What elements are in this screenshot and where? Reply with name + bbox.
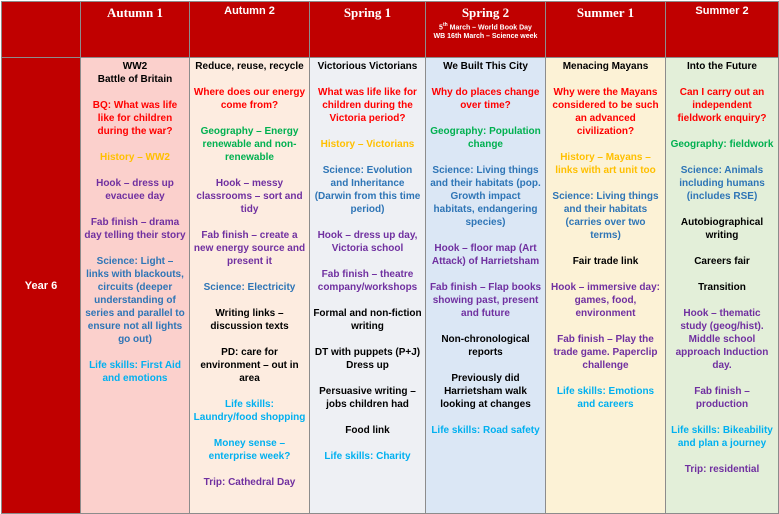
summer-2-science: Science: Animals including humans (includes RSE) <box>679 165 765 202</box>
autumn-2-trip: Trip: Cathedral Day <box>203 477 296 488</box>
spring-1-question: What was life like for children during the Victoria period? <box>318 87 417 124</box>
spring-1-writing: Formal and non-fiction writing <box>313 308 422 332</box>
spring-1-cell <box>310 58 426 514</box>
summer-1-cell <box>546 58 666 514</box>
autumn-2-hook: Hook – messy classrooms – sort and tidy <box>196 178 303 215</box>
spring-1-hook: Hook – dress up day, Victoria school <box>317 230 418 254</box>
autumn-1-hook: Hook – dress up evacuee day <box>96 178 174 202</box>
autumn-2-cell <box>190 58 310 514</box>
spring-1-science: Science: Evolution and Inheritance (Darwin from this time period) <box>314 165 421 215</box>
spring-1-life-skills: Life skills: Charity <box>324 451 411 462</box>
spring-1-dt: DT with puppets (P+J) Dress up <box>314 347 421 371</box>
spring-2-previous-walk: Previously did Harrietsham walk looking at changes <box>440 373 531 410</box>
spring-2-question: Why do places change over time? <box>431 87 540 111</box>
autumn-2-science: Science: Electricity <box>203 282 296 293</box>
summer-2-cell <box>666 58 779 514</box>
autumn-1-fab-finish: Fab finish – drama day telling their story <box>84 217 186 241</box>
spring-2-fab-finish: Fab finish – Flap books showing past, present and future <box>429 282 542 319</box>
spring-2-note-world-book-day: 5th March – World Book Day <box>439 22 532 32</box>
summer-2-trip: Trip: residential <box>684 464 760 475</box>
summer-2-geography: Geography: fieldwork <box>670 139 774 150</box>
summer-1-hook: Hook – immersive day: games, food, environment <box>551 282 660 319</box>
summer-1-science: Science: Living things and their habitats (carries over two terms) <box>552 191 659 241</box>
curriculum-table <box>1 1 779 514</box>
summer-1-title: Menacing Mayans <box>562 61 649 72</box>
corner-cell <box>2 2 81 58</box>
spring-2-hook: Hook – floor map (Art Attack) of Harrietsham <box>431 243 540 267</box>
autumn-1-history: History – WW2 <box>99 152 170 163</box>
summer-1-history: History – Mayans – links with art unit too <box>555 152 656 176</box>
header-autumn-2: Autumn 2 <box>190 2 310 58</box>
summer-1-fab-finish: Fab finish – Play the trade game. Paperclip challenge <box>553 334 658 371</box>
summer-2-hook: Hook – thematic study (geog/hist). Middle school approach Induction day. <box>675 308 769 371</box>
spring-2-science: Science: Living things and their habitats (pop. Growth impact habitats, endangering species) <box>430 165 541 228</box>
summer-2-autobiographical-writing: Autobiographical writing <box>680 217 764 241</box>
summer-1-life-skills: Life skills: Emotions and careers <box>556 386 655 410</box>
autumn-1-title: WW2 <box>122 61 148 72</box>
autumn-2-geography: Geography – Energy renewable and non-renewable <box>200 126 299 163</box>
spring-2-life-skills: Life skills: Road safety <box>431 425 540 436</box>
spring-2-geography: Geography: Population change <box>430 126 541 150</box>
autumn-1-subtitle: Battle of Britain <box>97 74 173 85</box>
spring-1-food-link: Food link <box>345 425 390 436</box>
spring-2-reports: Non-chronological reports <box>441 334 530 358</box>
summer-2-life-skills: Life skills: Bikeability and plan a journey <box>671 425 773 449</box>
spring-1-persuasive-writing: Persuasive writing – jobs children had <box>319 386 416 410</box>
summer-2-careers-fair: Careers fair <box>694 256 750 267</box>
spring-2-note-science-week: WB 16th March – Science week <box>433 33 538 41</box>
header-summer-2: Summer 2 <box>666 2 779 58</box>
header-autumn-1: Autumn 1 <box>81 2 190 58</box>
spring-1-fab-finish: Fab finish – theatre company/workshops <box>317 269 418 293</box>
autumn-2-life-skills: Life skills: Laundry/food shopping <box>193 399 306 423</box>
year-label: Year 6 <box>2 58 81 514</box>
header-summer-1: Summer 1 <box>546 2 666 58</box>
spring-1-history: History – Victorians <box>320 139 415 150</box>
spring-2-cell <box>426 58 546 514</box>
spring-2-title: Spring 2 <box>461 5 510 20</box>
summer-1-fair-trade: Fair trade link <box>572 256 639 267</box>
spring-2-topic: We Built This City <box>443 61 528 72</box>
autumn-2-pd: PD: care for environment – out in area <box>200 347 299 384</box>
autumn-1-big-question: BQ: What was life like for children during the war? <box>92 100 178 137</box>
autumn-1-life-skills: Life skills: First Aid and emotions <box>89 360 181 384</box>
summer-1-question: Why were the Mayans considered to be such an advanced civilization? <box>552 87 659 137</box>
header-spring-2 <box>426 2 546 58</box>
summer-2-fab-finish: Fab finish – production <box>694 386 750 410</box>
header-row <box>2 2 779 58</box>
year-6-row <box>2 58 779 514</box>
autumn-1-science: Science: Light – links with blackouts, circuits (deeper understanding of series and parallel to ensure not all lights go out) <box>85 256 185 345</box>
autumn-2-writing: Writing links – discussion texts <box>210 308 289 332</box>
autumn-1-cell <box>81 58 190 514</box>
summer-2-question: Can I carry out an independent fieldwork enquiry? <box>677 87 767 124</box>
autumn-2-title: Reduce, reuse, recycle <box>195 61 304 72</box>
spring-1-title: Victorious Victorians <box>317 61 418 72</box>
summer-2-transition: Transition <box>698 282 746 293</box>
summer-2-title: Into the Future <box>687 61 757 72</box>
header-spring-1: Spring 1 <box>310 2 426 58</box>
autumn-2-fab-finish: Fab finish – create a new energy source and present it <box>193 230 306 267</box>
autumn-2-question: Where does our energy come from? <box>193 87 306 111</box>
autumn-2-money-sense: Money sense – enterprise week? <box>208 438 291 462</box>
